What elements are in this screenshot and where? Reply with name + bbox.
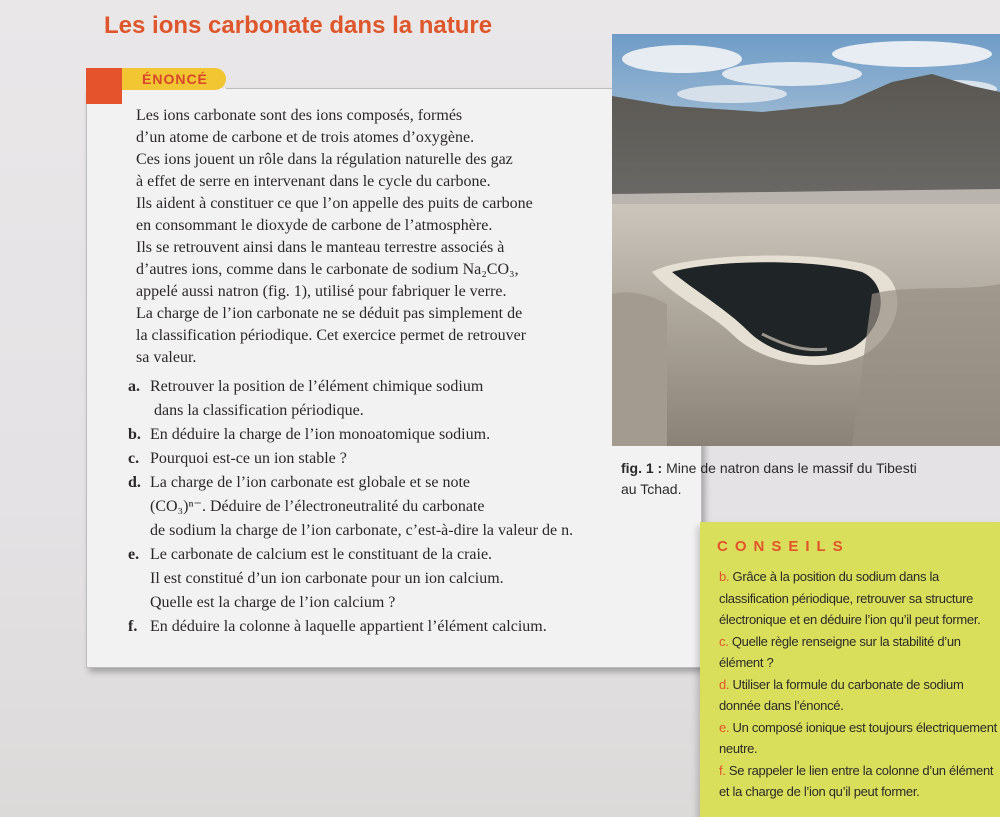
question-letter: f.	[128, 618, 138, 635]
conseil-item-d	[719, 674, 1000, 717]
question-letter: c.	[128, 450, 140, 467]
question-line: (CO₃)ⁿ⁻. Déduire de l’électroneutralité du carbonate	[150, 498, 485, 515]
question-line: Retrouver la position de l’élément chimique sodium	[150, 378, 484, 395]
question-letter: a.	[128, 378, 140, 395]
conseil-letter: e.	[719, 719, 730, 735]
figure-label: fig. 1 :	[621, 460, 663, 476]
intro-line: Les ions carbonate sont des ions composés, formés	[136, 107, 463, 124]
conseil-text: Se rappeler le lien entre la colonne d’un élément et la charge de l’ion qu’il peut former.	[719, 762, 994, 799]
conseil-text: Utiliser la formule du carbonate de sodium donnée dans l’énoncé.	[719, 676, 964, 713]
intro-line: Ils se retrouvent ainsi dans le manteau terrestre associés à	[136, 239, 505, 256]
question-line: de sodium la charge de l’ion carbonate, c’est-à-dire la valeur de n.	[150, 522, 574, 539]
question-a	[128, 375, 648, 423]
conseil-item-c	[719, 631, 1000, 674]
natron-mine-photo	[612, 34, 1000, 446]
conseil-letter: d.	[719, 676, 730, 692]
intro-line: Ils aident à constituer ce que l’on appelle des puits de carbone	[136, 195, 533, 212]
intro-line: appelé aussi natron (fig. 1), utilisé pour fabriquer le verre.	[136, 283, 507, 300]
question-d	[128, 471, 648, 543]
question-c	[128, 447, 648, 471]
question-f	[128, 615, 648, 639]
question-b	[128, 423, 648, 447]
enonce-stripe	[86, 68, 122, 104]
question-line: Quelle est la charge de l’ion calcium ?	[150, 594, 396, 611]
intro-line: sa valeur.	[136, 349, 197, 366]
intro-line: en consommant le dioxyde de carbone de l’atmosphère.	[136, 217, 493, 234]
intro-line: à effet de serre en intervenant dans le cycle du carbone.	[136, 173, 491, 190]
question-letter: b.	[128, 426, 141, 443]
intro-line: d’autres ions, comme dans le carbonate de sodium Na₂CO₃,	[136, 261, 519, 278]
figure-caption-text: Mine de natron dans le massif du Tibesti au Tchad.	[621, 460, 917, 497]
conseil-letter: c.	[719, 633, 729, 649]
question-line: Pourquoi est-ce un ion stable ?	[150, 450, 347, 467]
intro-line: La charge de l’ion carbonate ne se déduit pas simplement de	[136, 305, 523, 322]
conseil-item-e	[719, 717, 1000, 760]
figure-caption	[621, 458, 921, 500]
questions-list	[128, 375, 648, 639]
question-letter: e.	[128, 546, 140, 563]
conseils-title: CONSEILS	[717, 538, 850, 555]
conseil-letter: f.	[719, 762, 726, 778]
conseil-text: Quelle règle renseigne sur la stabilité d’un élément ?	[719, 633, 961, 670]
question-line: Il est constitué d’un ion carbonate pour un ion calcium.	[150, 570, 504, 587]
question-e	[128, 543, 648, 615]
landscape-illustration	[612, 34, 1000, 446]
question-line: Le carbonate de calcium est le constituant de la craie.	[150, 546, 493, 563]
conseil-letter: b.	[719, 569, 730, 584]
conseil-text: Grâce à la position du sodium dans la classification périodique, retrouver sa structure électronique et en déduire l’ion qu’il peut former.	[719, 569, 981, 627]
question-line: En déduire la charge de l’ion monoatomique sodium.	[150, 426, 491, 443]
question-line: La charge de l’ion carbonate est globale et se note	[150, 474, 471, 491]
intro-line: la classification périodique. Cet exercice permet de retrouver	[136, 327, 527, 344]
intro-line: d’un atome de carbone et de trois atomes d’oxygène.	[136, 129, 475, 146]
conseils-list	[719, 566, 1000, 803]
conseil-text: Un composé ionique est toujours électriquement neutre.	[719, 719, 997, 756]
enonce-top-border	[226, 88, 612, 89]
conseil-item-f	[719, 760, 1000, 803]
intro-line: Ces ions jouent un rôle dans la régulation naturelle des gaz	[136, 151, 513, 168]
conseil-item-b	[719, 566, 1000, 631]
enonce-tag: ÉNONCÉ	[122, 68, 226, 90]
question-letter: d.	[128, 474, 141, 491]
question-line: dans la classification périodique.	[154, 402, 364, 419]
page-title: Les ions carbonate dans la nature	[104, 12, 493, 39]
enonce-intro	[136, 105, 606, 369]
question-line: En déduire la colonne à laquelle appartient l’élément calcium.	[150, 618, 547, 635]
